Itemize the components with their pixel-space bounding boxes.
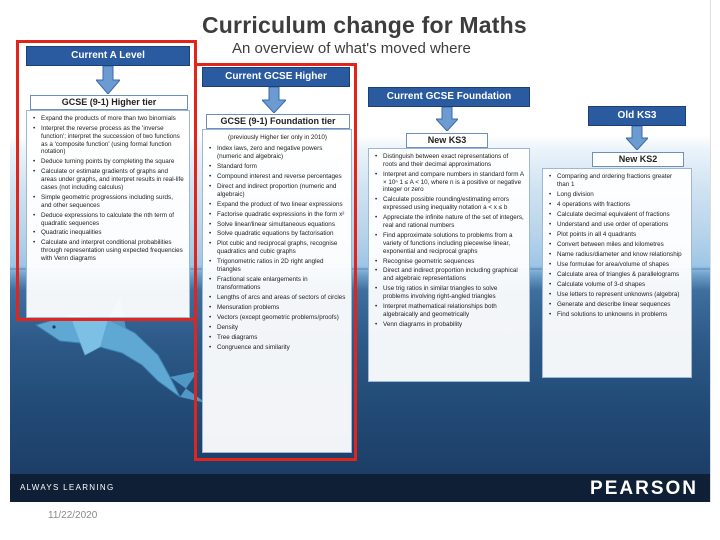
list-item: • Fractional scale enlargements in transformations: [209, 276, 346, 292]
list-item: • Congruence and similarity: [209, 344, 346, 352]
list-item: • Long division: [549, 191, 686, 199]
list-item: • Direct and indirect proportion including graphical and algebraic representations: [375, 267, 524, 283]
list-item: • Interpret and compare numbers in standard form A × 10ⁿ 1 ≤ A < 10, where n is a positive or negative integer or zero: [375, 171, 524, 194]
down-arrow-icon: [436, 107, 458, 131]
slide: [10, 0, 711, 502]
list-item: • Solve quadratic equations by factorisation: [209, 230, 346, 238]
list-item: • Appreciate the infinite nature of the set of integers, real and rational numbers: [375, 214, 524, 230]
slide-date: 11/22/2020: [48, 510, 98, 521]
list-item: • Mensuration problems: [209, 304, 346, 312]
column-header-alevel: Current A Level: [26, 46, 190, 66]
column-header-gcse-higher: Current GCSE Higher: [202, 67, 350, 87]
list-item: • Compound interest and reverse percentages: [209, 173, 346, 181]
list-item: • Find approximate solutions to problems from a variety of functions including piecewise linear, exponential and reciprocal graphs: [375, 232, 524, 255]
list-item: • Calculate or estimate gradients of graphs and areas under graphs, and interpret results in real-life cases (not including calculus): [33, 168, 184, 191]
list-item: • Index laws, zero and negative powers (numeric and algebraic): [209, 145, 346, 161]
list-item: • Calculate decimal equivalent of fractions: [549, 211, 686, 219]
list-item: • Use trig ratios in similar triangles to solve problems involving right-angled triangles: [375, 285, 524, 301]
list-item: • Recognise geometric sequences: [375, 258, 524, 266]
list-item: • Use letters to represent unknowns (algebra): [549, 291, 686, 299]
list-item: • Deduce turning points by completing the square: [33, 158, 184, 166]
list-item: • Calculate and interpret conditional probabilities through representation using expected frequencies with Venn diagrams: [33, 239, 184, 262]
list-item: • Calculate area of triangles & parallelograms: [549, 271, 686, 279]
column-header-gcse-foundation: Current GCSE Foundation: [368, 87, 530, 107]
list-item: • Solve linear/linear simultaneous equations: [209, 221, 346, 229]
list-item: • Calculate volume of 3-d shapes: [549, 281, 686, 289]
list-item: • Interpret the reverse process as the 'inverse function'; interpret the succession of two functions as a 'composite function' (using formal function notation): [33, 125, 184, 156]
list-item: • Expand the products of more than two binomials: [33, 115, 184, 123]
list-item: • 4 operations with fractions: [549, 201, 686, 209]
subheader-gcse-higher-tier: GCSE (9-1) Higher tier: [30, 95, 188, 110]
list-item: • Factorise quadratic expressions in the form x²: [209, 211, 346, 219]
list-item: • Density: [209, 324, 346, 332]
page-subtitle: An overview of what's moved where: [232, 40, 471, 57]
list-item: • Comparing and ordering fractions greater than 1: [549, 173, 686, 189]
pearson-logo: PEARSON: [590, 478, 698, 499]
list-item: • Lengths of arcs and areas of sectors of circles: [209, 294, 346, 302]
list-item: • Plot points in all 4 quadrants: [549, 231, 686, 239]
list-item: • Simple geometric progressions including surds, and other sequences: [33, 194, 184, 210]
down-arrow-icon: [626, 126, 648, 150]
list-item: • Convert between miles and kilometres: [549, 241, 686, 249]
list-item: • Trigonometric ratios in 2D right angled triangles: [209, 258, 346, 274]
list-item: • Quadratic inequalities: [33, 229, 184, 237]
list-item: • Deduce expressions to calculate the nth term of quadratic sequences: [33, 212, 184, 228]
list-item: • Name radius/diameter and know relationship: [549, 251, 686, 259]
list-item: • Distinguish between exact representations of roots and their decimal approximations: [375, 153, 524, 169]
subheader-new-ks3: New KS3: [406, 133, 488, 148]
previous-tier-note: (previously Higher tier only in 2010): [227, 134, 328, 141]
panel-old-ks3: [542, 168, 692, 378]
list-item: • Calculate possible rounding/estimating errors expressed using inequality notation a < x ≤ b: [375, 196, 524, 212]
footer-tagline: ALWAYS LEARNING: [20, 483, 115, 492]
highlight-box-alevel: [16, 40, 197, 321]
highlight-box-gcse-higher: [194, 63, 357, 461]
list-item: • Find solutions to unknowns in problems: [549, 311, 686, 319]
list-item: • Vectors (except geometric problems/proofs): [209, 314, 346, 322]
subheader-gcse-foundation-tier: GCSE (9-1) Foundation tier: [206, 114, 350, 129]
list-item: • Standard form: [209, 163, 346, 171]
list-item: • Understand and use order of operations: [549, 221, 686, 229]
list-item: • Expand the product of two linear expressions: [209, 201, 346, 209]
subheader-new-ks2: New KS2: [592, 152, 684, 167]
list-item: • Interpret mathematical relationships both algebraically and geometrically: [375, 303, 524, 319]
list-item: • Venn diagrams in probability: [375, 321, 524, 329]
list-item: • Tree diagrams: [209, 334, 346, 342]
page-title: Curriculum change for Maths: [202, 12, 527, 38]
list-item: • Generate and describe linear sequences: [549, 301, 686, 309]
list-item: • Direct and indirect proportion (numeric and algebraic): [209, 183, 346, 199]
column-header-old-ks3: Old KS3: [588, 106, 686, 126]
panel-gcse-foundation: [368, 148, 530, 382]
list-item: • Plot cubic and reciprocal graphs, recognise quadratics and cubic graphs: [209, 240, 346, 256]
list-item: • Use formulae for area/volume of shapes: [549, 261, 686, 269]
